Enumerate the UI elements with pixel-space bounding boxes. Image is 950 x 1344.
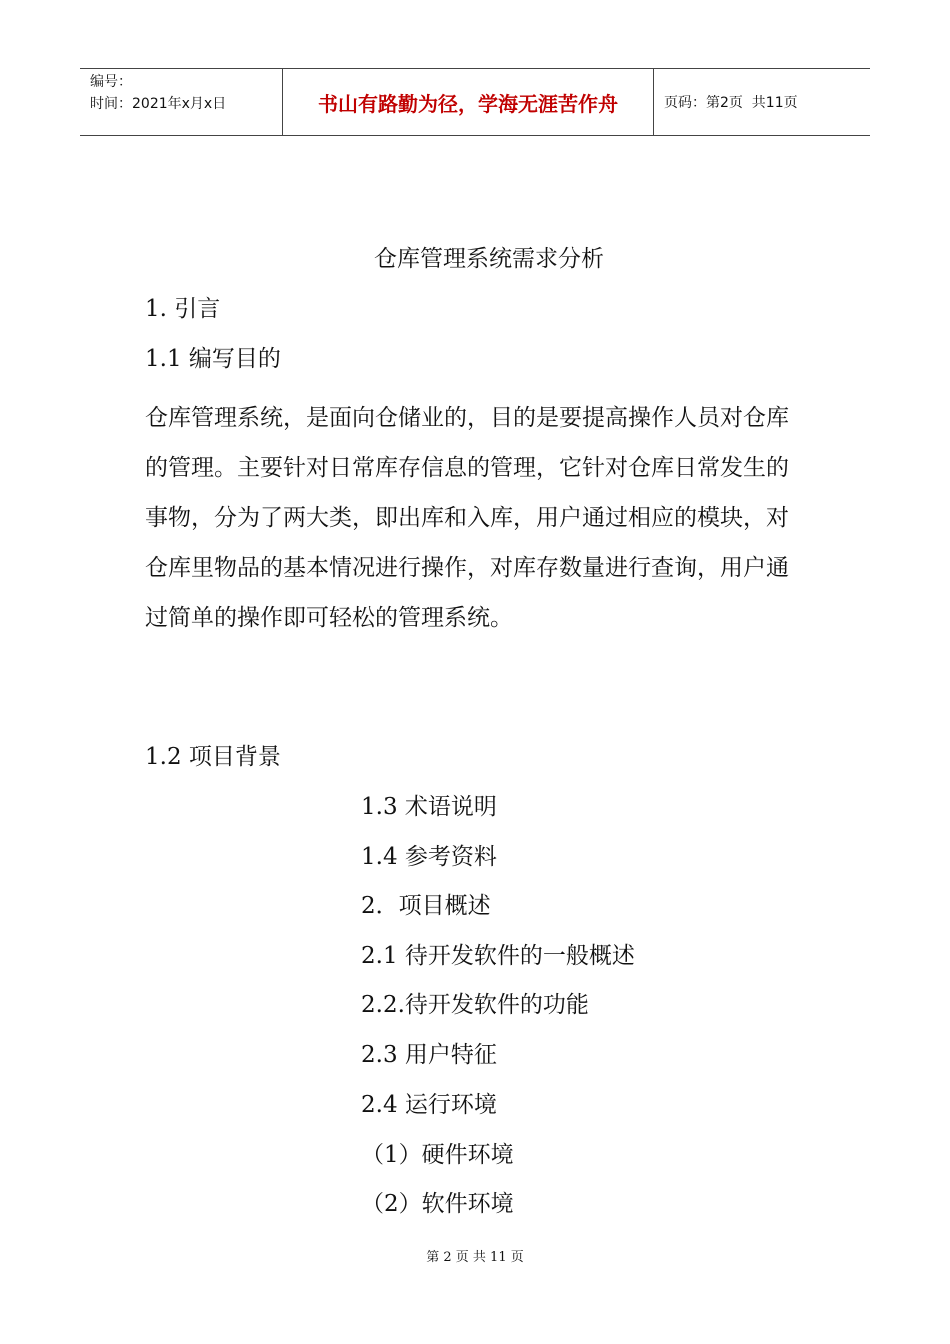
outline-item: 2.2.待开发软件的功能 [361, 992, 589, 1018]
number-label: 编号： [90, 74, 132, 90]
motto-text: 书山有路勤为径，学海无涯苦作舟 [318, 91, 618, 116]
heading-background: 1.2 项目背景 [145, 744, 281, 770]
heading-introduction: 1. 引言 [145, 296, 221, 322]
outline-item: （2）软件环境 [361, 1191, 514, 1217]
heading-purpose: 1.1 编写目的 [145, 346, 281, 372]
outline-item: 2．项目概述 [361, 893, 491, 919]
outline-item: 1.3 术语说明 [361, 794, 497, 820]
outline-item: 2.1 待开发软件的一般概述 [361, 943, 635, 969]
page-header [80, 68, 870, 136]
outline-item: 1.4 参考资料 [361, 844, 497, 870]
purpose-paragraph: 仓库管理系统，是面向仓储业的，目的是要提高操作人员对仓库的管理。主要针对日常库存信息的管理，它针对仓库日常发生的事物，分为了两大类，即出库和入库，用户通过相应的模块，对仓库里物品的基本情况进行操作，对库存数量进行查询，用户通过简单的操作即可轻松的管理系统。 [145, 405, 789, 631]
outline-item: 2.4 运行环境 [361, 1092, 497, 1118]
document-title: 仓库管理系统需求分析 [374, 246, 604, 272]
outline-item: （1）硬件环境 [361, 1142, 514, 1168]
page-info: 页码：第2页 共11页 [664, 95, 798, 111]
outline-item: 2.3 用户特征 [361, 1042, 497, 1068]
header-left-cell [80, 69, 282, 135]
header-right-cell [654, 69, 870, 135]
time-label: 时间：2021年x月x日 [90, 96, 227, 112]
page-footer: 第 2 页 共 11 页 [426, 1250, 524, 1265]
header-motto-cell [282, 69, 654, 135]
